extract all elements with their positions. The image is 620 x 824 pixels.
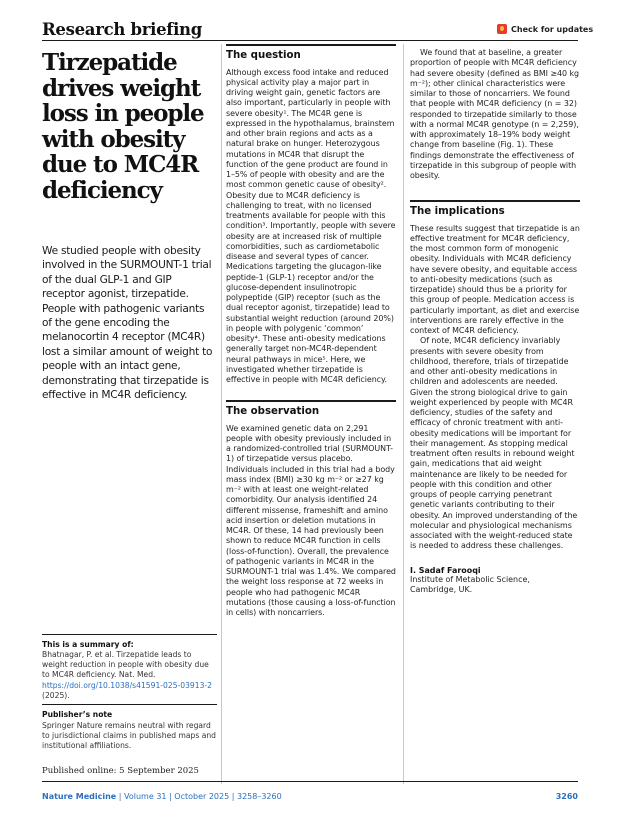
summary-standfirst: We studied people with obesity involved in the SURMOUNT-1 trial of the dual GLP-1 and GIP receptor agonist, tirzepatide. People with pathogenic variants of the gene encoding the melanocortin 4 receptor (MC4R) lost a similar amount of weight to people with an intact gene, demonstrating that tirzepatide is effective in MC4R deficiency.	[42, 245, 213, 402]
publishers-note-text: Springer Nature remains neutral with regard to jurisdictional claims in published maps and institutional affiliations.	[42, 721, 217, 751]
question-heading: The question	[226, 49, 301, 61]
author-name: I. Sadaf Farooqi	[410, 565, 481, 575]
summary-of-citation	[42, 650, 217, 701]
published-online: Published online: 5 September 2025	[42, 766, 199, 776]
implications-heading: The implications	[410, 205, 505, 217]
observation-rule	[226, 400, 396, 402]
doi-link[interactable]: https://doi.org/10.1038/s41591-025-03913-2	[42, 680, 212, 690]
check-for-updates-button[interactable]	[497, 24, 593, 34]
journal-issue: | Volume 31 | October 2025 | 3258–3260	[116, 792, 282, 801]
author-affiliation-2: Cambridge, UK.	[410, 584, 473, 594]
sidebar-rule-2	[42, 704, 217, 705]
section-label: Research briefing	[42, 20, 202, 39]
question-text: Although excess food intake and reduced physical activity play a major part in driving weight gain, genetic factors are also important, particularly in people with severe obesity¹. The MC4R gene is expressed in the hypothalamus, brainstem and other brain regions and acts as a natural brake on hunger. Heterozygous mutations in MC4R that disrupt the function of the gene product are found in 1–5% of people with obesity and are the most common genetic cause of obesity². Obesity due to MC4R deficiency is challenging to treat, with no licensed treatments available for people with this condition³. Importantly, people with severe obesity are at increased risk of multiple comorbidities, such as cardiometabolic disease and several types of cancer. Medications targeting the glucagon-like peptide-1 (GLP-1) receptor and/or the glucose-dependent insulinotropic polypeptide (GIP) receptor (such as the dual receptor agonist, tirzepatide) lead to substantial weight reduction (around 20%) in people with polygenic ‘common’ obesity⁴. These anti-obesity medications generally target non-MC4R-dependent neural pathways in mice⁵. Here, we investigated whether tirzepatide is effective in people with MC4R deficiency.	[226, 67, 396, 384]
bottom-rule	[42, 781, 578, 782]
footer-journal	[42, 792, 282, 801]
page-number: 3260	[555, 792, 578, 801]
journal-name: Nature Medicine	[42, 792, 117, 801]
column-divider-1	[221, 44, 222, 784]
implications-section	[410, 200, 580, 595]
publishers-note-heading: Publisher’s note	[42, 710, 113, 719]
check-updates-icon	[497, 24, 507, 34]
question-rule	[226, 44, 396, 46]
top-rule	[42, 40, 578, 41]
observation-heading: The observation	[226, 405, 320, 417]
findings-section	[410, 48, 580, 181]
findings-text: We found that at baseline, a greater proportion of people with MC4R deficiency had severe obesity (defined as BMI ≥40 kg m⁻²); other clinical characteristics were similar to those of noncarriers. We found that people with MC4R deficiency (n = 32) responded to tirzepatide similarly to those with a normal MC4R genotype (n = 2,259), with approximately 18–19% body weight change from baseline (Fig. 1). These findings demonstrate the effectiveness of tirzepatide in this subgroup of people with obesity.	[410, 48, 580, 180]
question-section	[226, 44, 396, 385]
column-divider-2	[403, 44, 404, 784]
author-affiliation-1: Institute of Metabolic Science,	[410, 574, 530, 584]
sidebar-rule	[42, 634, 217, 635]
citation-text: Bhatnagar, P. et al. Tirzepatide leads to weight reduction in people with obesity due to MC4R deficiency. Nat. Med.	[42, 650, 209, 680]
implications-text-1: These results suggest that tirzepatide is an effective treatment for MC4R deficiency, the most common form of monogenic obesity. Individuals with MC4R deficiency have severe obesity, and equitable access to anti-obesity medications (such as tirzepatide) should thus be a priority for this group of people. Medication access is particularly important, as diet and exercise interventions are rarely effective in the context of MC4R deficiency.	[410, 223, 580, 335]
check-updates-label: Check for updates	[511, 24, 594, 34]
observation-section	[226, 400, 396, 618]
implications-text-2: Of note, MC4R deficiency invariably presents with severe obesity from childhood, therefore, trials of tirzepatide and other anti-obesity medications in children and adolescents are needed. Given the strong biological drive to gain weight experienced by people with MC4R deficiency, studies of the safety and efficacy of chronic treatment with anti-obesity medications will be important for their management. As stopping medical treatment often results in rebound weight gain, medications that aid weight maintenance are likely to be needed for people with this condition and other groups of people carrying penetrant genetic variants contributing to their obesity. An improved understanding of the molecular and physiological mechanisms associated with the weight-reduced state is needed to address these challenges.	[410, 336, 578, 551]
summary-of-heading: This is a summary of:	[42, 640, 134, 649]
citation-year: (2025).	[42, 690, 70, 700]
observation-text: We examined genetic data on 2,291 people with obesity previously included in a randomized-controlled trial (SURMOUNT-1) of tirzepatide versus placebo. Individuals included in this trial had a body mass index (BMI) ≥30 kg m⁻² or ≥27 kg m⁻² with at least one weight-related comorbidity. Our analysis identified 24 different missense, frameshift and amino acid insertion or deletion mutations in MC4R. Of these, 14 had previously been shown to reduce MC4R function in cells (loss-of-function). Overall, the prevalence of pathogenic variants in MC4R in the SURMOUNT-1 trial was 1.4%. We compared the weight loss response at 72 weeks in people who had pathogenic MC4R mutations (those causing a loss-of-function in cells) with noncarriers.	[226, 423, 396, 617]
headline: Tirzepatide drives weight loss in people with obesity due to MC4R deficiency	[42, 49, 204, 204]
implications-rule	[410, 200, 580, 202]
